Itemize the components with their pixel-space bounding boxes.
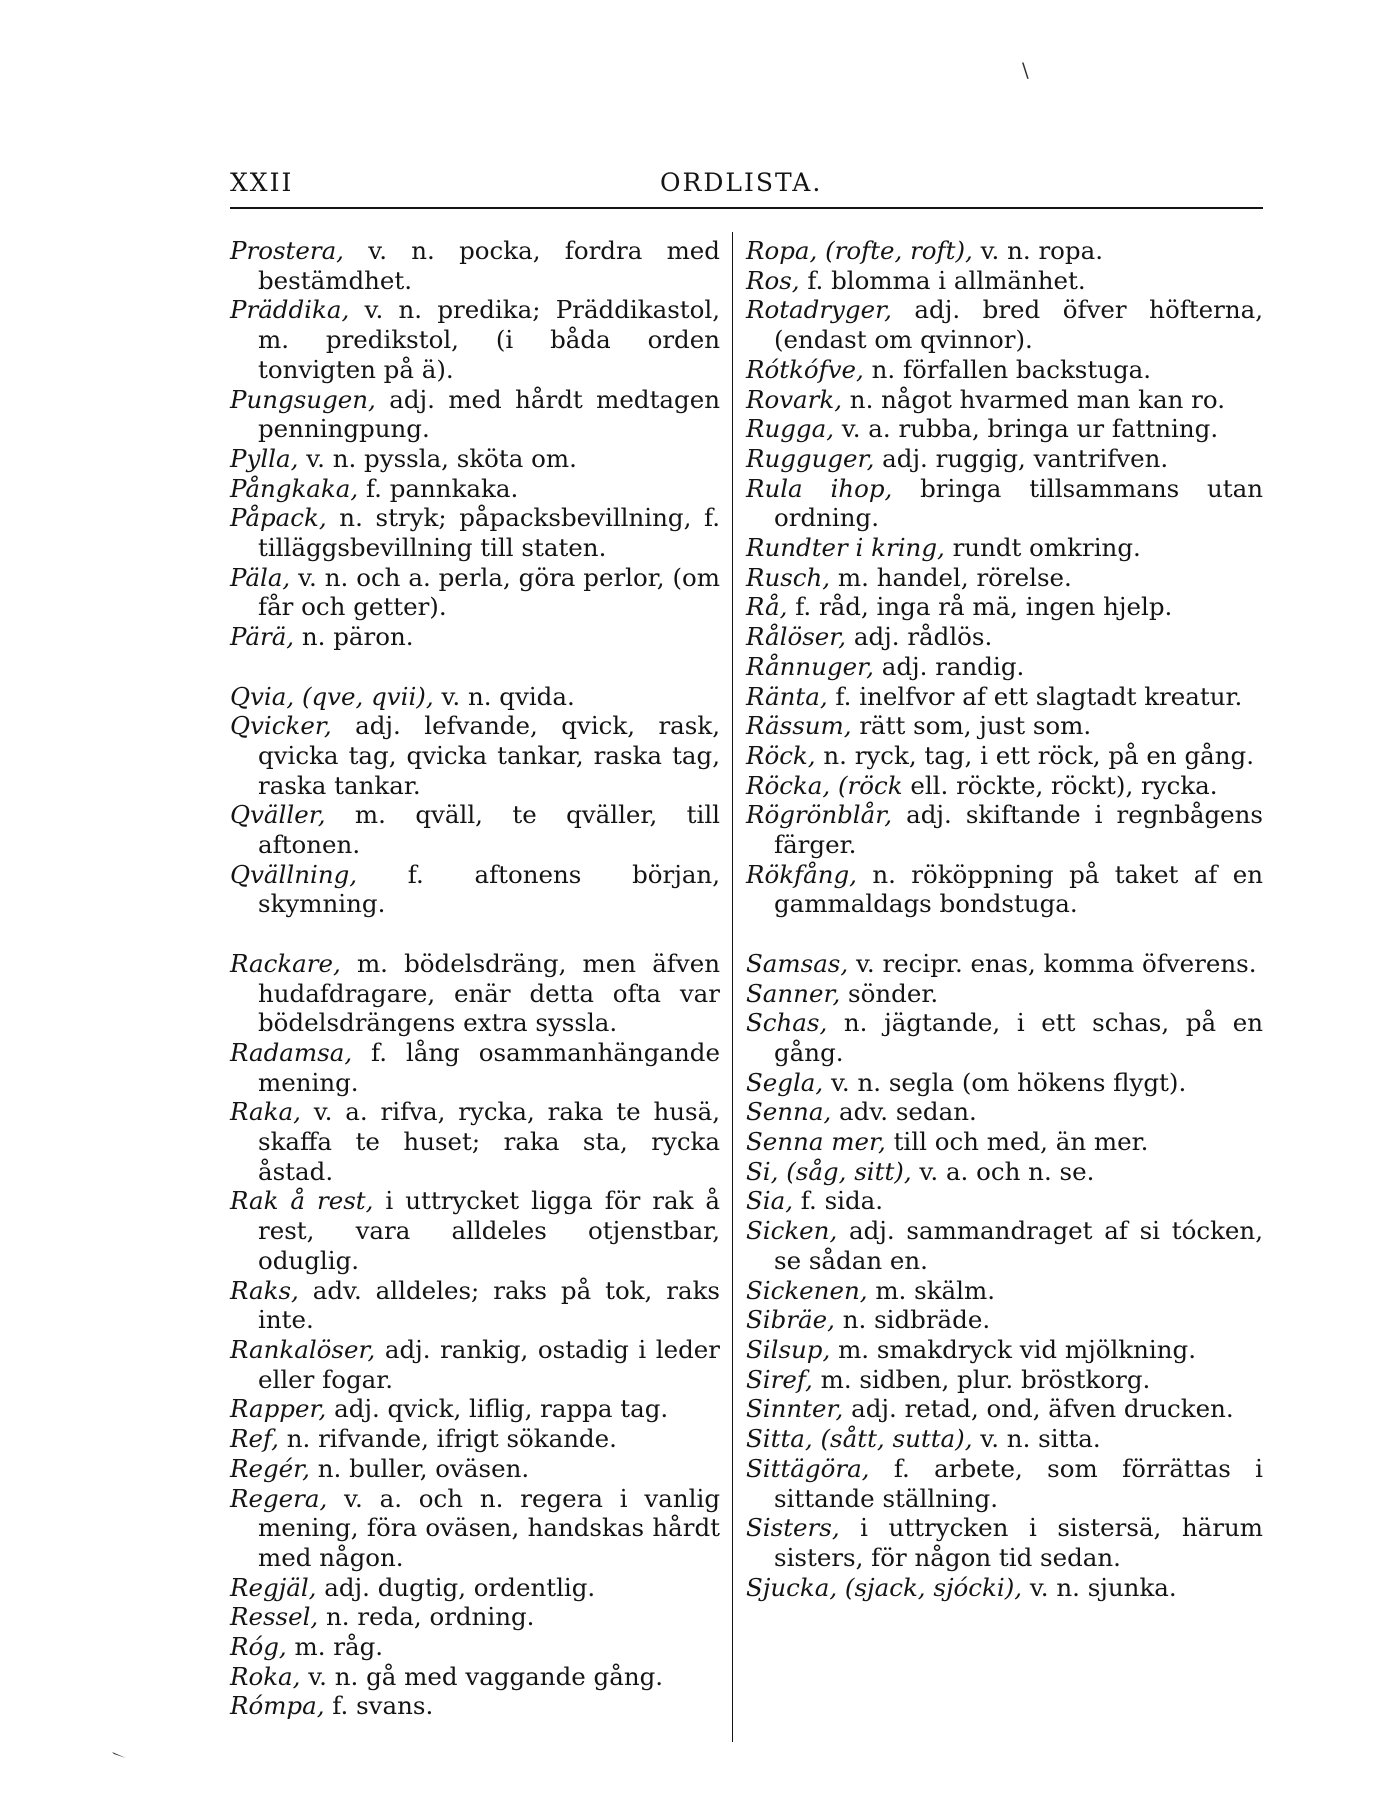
definition: adj. qvick, liflig, rappa tag. xyxy=(326,1394,669,1424)
definition: v. n. och a. perla, göra perlor, (om får och getter). xyxy=(258,562,720,622)
glossary-entry xyxy=(230,1038,720,1097)
glossary-entry xyxy=(230,236,720,295)
definition: n. något hvarmed man kan ro. xyxy=(842,384,1225,414)
headword: Ropa, (rofte, roft), xyxy=(746,236,973,265)
definition: i uttrycken i sistersä, härum sisters, för någon tid sedan. xyxy=(774,1513,1263,1572)
headword: Rovark, xyxy=(746,384,842,414)
definition: v. a. och n. regera i vanlig mening, föra oväsen, handskas hårdt med någon. xyxy=(258,1483,720,1572)
glossary-entry xyxy=(230,1454,720,1484)
definition: v. recipr. enas, komma öfverens. xyxy=(848,948,1257,978)
headword: Siref, xyxy=(746,1364,813,1394)
definition: f. lång osammanhängande mening. xyxy=(258,1037,720,1097)
glossary-entry xyxy=(746,979,1263,1009)
glossary-entry xyxy=(230,622,720,652)
page-title: ORDLISTA. xyxy=(660,168,823,197)
glossary-entry xyxy=(746,592,1263,622)
definition: f. inelfvor af ett slagtadt kreatur. xyxy=(827,681,1243,711)
definition: m. handel, rörelse. xyxy=(830,562,1072,592)
glossary-entry xyxy=(746,266,1263,296)
headword: Ränta, xyxy=(746,681,828,711)
headword: Röck, xyxy=(746,740,816,770)
headword: Sitta, (sått, sutta), xyxy=(746,1424,973,1454)
definition: n. buller, oväsen. xyxy=(309,1453,530,1483)
headword: Rugguger, xyxy=(746,443,875,473)
glossary-entry xyxy=(230,1097,720,1186)
glossary-entry xyxy=(230,1602,720,1632)
definition: v. n. pyssla, sköta om. xyxy=(298,443,577,473)
definition: bringa tillsammans utan ordning. xyxy=(774,473,1263,533)
headword: Qvällning, xyxy=(230,859,358,889)
headword: Rotadryger, xyxy=(746,295,892,325)
glossary-entry xyxy=(746,1008,1263,1067)
definition: n. rököppning på taket af en gammaldags bondstuga. xyxy=(774,859,1263,919)
definition: n. förfallen backstuga. xyxy=(863,354,1152,384)
headword: Pylla, xyxy=(230,443,299,473)
headword: Si, (såg, sitt), xyxy=(746,1156,912,1186)
glossary-entry xyxy=(746,1454,1263,1513)
definition: v. n. ropa. xyxy=(972,236,1103,265)
glossary-entry xyxy=(746,652,1263,682)
definition: adj. skiftande i regnbågens färger. xyxy=(774,800,1263,860)
headword: Röcka, (röck xyxy=(746,770,903,800)
headword: Rankalöser, xyxy=(230,1334,376,1364)
definition: ell. röckte, röckt), rycka. xyxy=(902,770,1218,800)
definition: n. jägtande, i ett schas, på en gång. xyxy=(774,1008,1263,1067)
headword: Päla, xyxy=(230,562,291,592)
column-divider xyxy=(732,232,733,1742)
headword: Regjäl, xyxy=(230,1572,317,1602)
headword: Segla, xyxy=(746,1067,824,1097)
definition: adj. sammandraget af si tócken, se sådan en. xyxy=(774,1216,1263,1275)
glossary-entry xyxy=(746,1276,1263,1306)
section-gap xyxy=(746,919,1263,949)
definition: v. n. sjunka. xyxy=(1022,1572,1177,1602)
glossary-entry xyxy=(230,1691,720,1721)
headword: Påpack, xyxy=(230,503,327,533)
headword: Raks, xyxy=(230,1275,299,1305)
definition: v. a. rubba, bringa ur fattning. xyxy=(834,414,1219,444)
definition: adj. rådlös. xyxy=(846,622,993,652)
headword: Rak å rest, xyxy=(230,1186,374,1216)
glossary-entry xyxy=(230,1186,720,1275)
headword: Rackare, xyxy=(230,948,341,978)
headword: Schas, xyxy=(746,1008,828,1038)
glossary-entry xyxy=(746,1365,1263,1395)
headword: Pärä, xyxy=(230,622,295,652)
glossary-entry xyxy=(746,1097,1263,1127)
glossary-entry xyxy=(746,711,1263,741)
glossary-entry xyxy=(746,1216,1263,1275)
glossary-entry xyxy=(746,444,1263,474)
definition: f. sida. xyxy=(793,1186,884,1216)
headword: Róg, xyxy=(230,1632,287,1662)
headword: Sia, xyxy=(746,1186,794,1216)
definition: rundt omkring. xyxy=(944,533,1141,563)
headword: Rå, xyxy=(746,592,788,622)
headword: Sanner, xyxy=(746,978,841,1008)
headword: Sjucka, (sjack, sjócki), xyxy=(746,1572,1023,1602)
definition: m. råg. xyxy=(286,1632,384,1662)
definition: adj. rankig, ostadig i leder eller fogar. xyxy=(258,1334,720,1394)
glossary-entry xyxy=(230,503,720,562)
headword: Senna, xyxy=(746,1097,832,1127)
headword: Ros, xyxy=(746,265,800,295)
definition: v. n. pocka, fordra med bestämdhet. xyxy=(258,236,720,295)
section-gap xyxy=(230,919,720,949)
definition: adj. dugtig, ordentlig. xyxy=(316,1572,596,1602)
headword: Ref, xyxy=(230,1424,279,1454)
headword: Sickenen, xyxy=(746,1275,868,1305)
headword: Pångkaka, xyxy=(230,473,359,503)
headword: Senna mer, xyxy=(746,1127,886,1157)
glossary-entry xyxy=(230,474,720,504)
headword: Sicken, xyxy=(746,1216,838,1246)
glossary-entry xyxy=(230,860,720,919)
definition: n. ryck, tag, i ett röck, på en gång. xyxy=(815,740,1255,770)
definition: v. n. sitta. xyxy=(972,1424,1101,1454)
definition: n. reda, ordning. xyxy=(318,1602,535,1632)
glossary-entry xyxy=(746,1068,1263,1098)
header-rule xyxy=(230,207,1263,209)
headword: Prostera, xyxy=(230,236,344,265)
definition: f. pannkaka. xyxy=(358,473,519,503)
glossary-entry xyxy=(746,860,1263,919)
definition: rätt som, just som. xyxy=(851,711,1092,741)
definition: n. sidbräde. xyxy=(834,1305,991,1335)
glossary-entry xyxy=(746,236,1263,266)
glossary-entry xyxy=(230,295,720,384)
glossary-entry xyxy=(746,741,1263,771)
definition: m. smakdryck vid mjölkning. xyxy=(830,1335,1196,1364)
glossary-entry xyxy=(230,1394,720,1424)
definition: adv. alldeles; raks på tok, raks inte. xyxy=(258,1275,720,1335)
definition: till och med, än mer. xyxy=(885,1127,1149,1157)
glossary-entry xyxy=(746,1186,1263,1216)
headword: Qvia, (qve, qvii), xyxy=(230,681,434,711)
headword: Rålöser, xyxy=(746,622,847,652)
glossary-entry xyxy=(746,563,1263,593)
headword: Rótkófve, xyxy=(746,354,864,384)
definition: n. stryk; påpacksbevillning, f. tilläggsbevillning till staten. xyxy=(258,503,720,563)
definition: v. a. rifva, rycka, raka te husä, skaffa te huset; raka sta, rycka åstad. xyxy=(258,1097,720,1186)
glossary-entry xyxy=(746,622,1263,652)
headword: Sisters, xyxy=(746,1513,840,1543)
glossary-entry xyxy=(230,385,720,444)
glossary-entry xyxy=(746,355,1263,385)
glossary-entry xyxy=(746,771,1263,801)
definition: sönder. xyxy=(840,978,939,1008)
headword: Silsup, xyxy=(746,1335,831,1364)
glossary-entry xyxy=(230,682,720,712)
headword: Regér, xyxy=(230,1453,310,1483)
glossary-entry xyxy=(746,682,1263,712)
headword: Präddika, xyxy=(230,295,350,325)
headword: Rögrönblår, xyxy=(746,800,893,830)
definition: v. n. segla (om hökens flygt). xyxy=(823,1067,1187,1097)
glossary-entry xyxy=(230,1276,720,1335)
definition: v. n. qvida. xyxy=(433,681,575,711)
headword: Sittägöra, xyxy=(746,1453,870,1483)
headword: Rómpa, xyxy=(230,1691,325,1721)
glossary-entry xyxy=(746,385,1263,415)
glossary-entry xyxy=(746,1305,1263,1335)
headword: Pungsugen, xyxy=(230,384,376,414)
definition: adv. sedan. xyxy=(831,1097,977,1127)
glossary-entry xyxy=(230,1573,720,1603)
headword: Rökfång, xyxy=(746,859,857,889)
definition: adj. bred öfver höfterna, (endast om qvinnor). xyxy=(774,295,1263,355)
definition: i uttrycket ligga för rak å rest, vara alldeles otjenstbar, oduglig. xyxy=(258,1186,720,1275)
headword: Rusch, xyxy=(746,562,831,592)
definition: adj. ruggig, vantrifven. xyxy=(874,443,1169,473)
page-number: XXII xyxy=(230,168,294,197)
definition: f. arbete, som förrättas i sittande ställning. xyxy=(774,1453,1263,1513)
glossary-entry xyxy=(746,1157,1263,1187)
glossary-entry xyxy=(230,563,720,622)
definition: f. råd, inga rå mä, ingen hjelp. xyxy=(787,592,1173,622)
glossary-entry xyxy=(230,1335,720,1394)
glossary-entry xyxy=(230,711,720,800)
headword: Rapper, xyxy=(230,1394,327,1424)
headword: Regera, xyxy=(230,1483,328,1513)
headword: Roka, xyxy=(230,1661,301,1691)
definition: v. n. gå med vaggande gång. xyxy=(300,1661,664,1691)
glossary-entry xyxy=(746,295,1263,354)
definition: f. svans. xyxy=(324,1691,434,1721)
glossary-entry xyxy=(746,1424,1263,1454)
section-gap xyxy=(230,652,720,682)
headword: Rånnuger, xyxy=(746,651,874,681)
definition: v. a. och n. se. xyxy=(911,1156,1095,1186)
definition: n. päron. xyxy=(294,622,414,652)
ink-blot-icon xyxy=(98,1738,138,1768)
glossary-entry xyxy=(230,949,720,1038)
headword: Radamsa, xyxy=(230,1037,353,1067)
glossary-entry xyxy=(746,414,1263,444)
page-header xyxy=(230,168,1263,208)
glossary-entry xyxy=(746,1335,1263,1365)
glossary-entry xyxy=(230,1424,720,1454)
glossary-entry xyxy=(230,1662,720,1692)
headword: Qvicker, xyxy=(230,711,332,741)
definition: m. sidben, plur. bröstkorg. xyxy=(812,1364,1151,1394)
headword: Rässum, xyxy=(746,711,852,741)
definition: adj. randig. xyxy=(873,651,1025,681)
definition: m. skälm. xyxy=(867,1275,996,1305)
headword: Sinnter, xyxy=(746,1394,844,1424)
definition: f. blomma i allmänhet. xyxy=(799,265,1086,295)
definition: adj. med hårdt medtagen penningpung. xyxy=(258,384,720,444)
definition: f. aftonens början, skymning. xyxy=(258,859,720,919)
definition: m. qväll, te qväller, till aftonen. xyxy=(258,800,720,860)
page-mark: \ xyxy=(1022,58,1029,82)
glossary-entry xyxy=(230,1632,720,1662)
headword: Rula ihop, xyxy=(746,473,893,503)
glossary-entry xyxy=(746,949,1263,979)
headword: Rundter i kring, xyxy=(746,533,945,563)
glossary-entry xyxy=(746,474,1263,533)
left-column xyxy=(230,236,720,1721)
glossary-entry xyxy=(230,1484,720,1573)
glossary-entry xyxy=(746,1394,1263,1424)
definition: adj. retad, ond, äfven drucken. xyxy=(843,1394,1234,1424)
definition: v. n. predika; Präddikastol, m. predikstol, (i båda orden tonvigten på ä). xyxy=(258,295,720,384)
right-column xyxy=(746,236,1263,1602)
glossary-entry xyxy=(230,444,720,474)
headword: Samsas, xyxy=(746,948,849,978)
headword: Raka, xyxy=(230,1097,301,1127)
definition: n. rifvande, ifrigt sökande. xyxy=(278,1424,617,1454)
glossary-entry xyxy=(230,800,720,859)
headword: Sibräe, xyxy=(746,1305,835,1335)
glossary-entry xyxy=(746,800,1263,859)
definition: m. bödelsdräng, men äfven hudafdragare, enär detta ofta var bödelsdrängens extra syssla. xyxy=(258,948,720,1038)
glossary-entry xyxy=(746,1513,1263,1572)
headword: Qväller, xyxy=(230,800,326,830)
headword: Ressel, xyxy=(230,1602,319,1632)
definition: adj. lefvande, qvick, rask, qvicka tag, qvicka tankar, raska tag, raska tankar. xyxy=(258,711,720,800)
glossary-entry xyxy=(746,1573,1263,1603)
headword: Rugga, xyxy=(746,414,834,444)
glossary-entry xyxy=(746,533,1263,563)
glossary-entry xyxy=(746,1127,1263,1157)
